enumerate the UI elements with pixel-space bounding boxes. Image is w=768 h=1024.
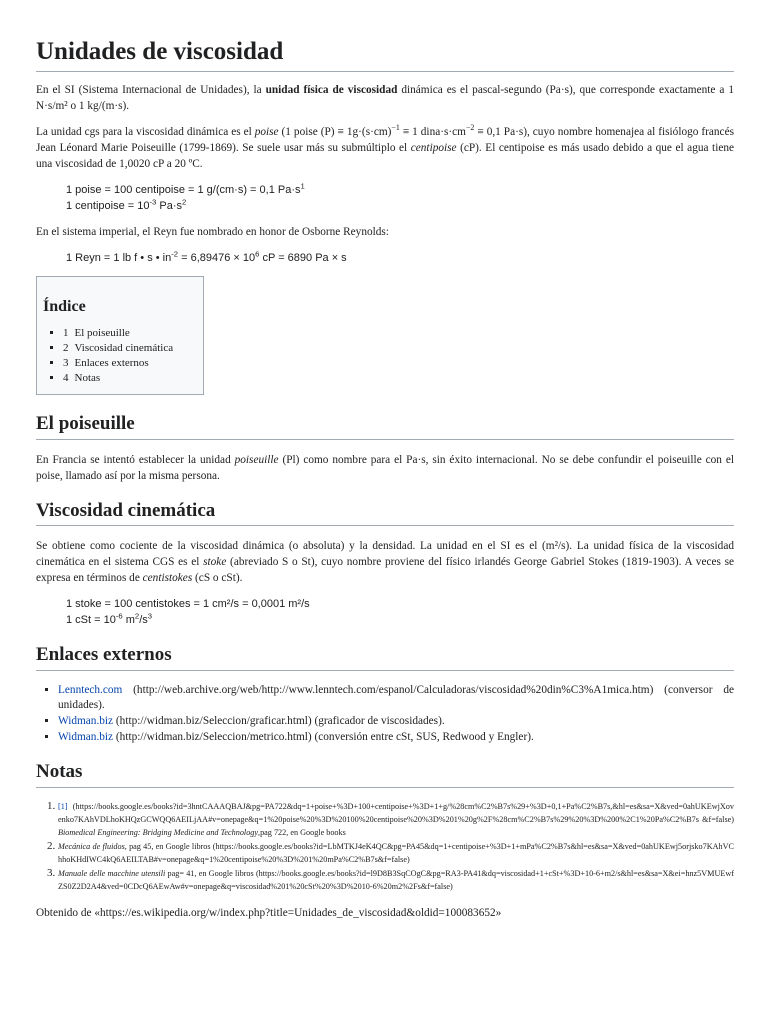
retrieved-from-footer: Obtenido de «https://es.wikipedia.org/w/index.php?title=Unidades_de_viscosidad&oldid=100083652» xyxy=(36,906,502,919)
formula-stoke: 1 stoke = 100 centistokes = 1 cm²/s = 0,0001 m²/s xyxy=(66,598,310,611)
lenntech-link[interactable]: Lenntech.com xyxy=(58,684,123,697)
external-links-list xyxy=(36,683,734,745)
page-title: Unidades de viscosidad xyxy=(36,38,734,72)
list-item: ▪ Lenntech.com (http://web.archive.org/web/http://www.lenntech.com/espanol/Calculadoras/viscosidad%20din%C3%A1mica.htm) (conversor de unidades). xyxy=(58,683,734,713)
unidad-fisica-link[interactable]: unidad física de viscosidad xyxy=(265,83,398,96)
widman-metrico-link[interactable]: Widman.biz xyxy=(58,731,114,744)
poise-formulas xyxy=(66,182,734,214)
toc-list xyxy=(43,326,203,386)
formula-poise: 1 poise = 100 centipoise = 1 g/(cm·s) = 0,1 $Pa\cdot s^1$ xyxy=(66,181,305,196)
reyn-formula: 1 Reyn = 1 lb f • s • $in^{-2} = 6,89476 \times 10^6$ cP = 6890 Pa × s xyxy=(66,249,347,264)
toc-item-enlaces[interactable]: ▪ 3 Enlaces externos xyxy=(63,356,203,371)
toc-item-poiseuille[interactable]: ▪ 1 El poiseuille xyxy=(63,326,203,341)
stoke-formulas xyxy=(66,596,734,628)
poiseuille-paragraph: En Francia se intentó establecer la unidad poiseuille (Pl) como nombre para el Pa·s, sin éxito internacional. No se debe confundir el poiseuille con el poise, llamado así por la misma persona. xyxy=(36,453,734,482)
note-1-ref-link[interactable]: [1] xyxy=(58,801,68,811)
heading-poiseuille: El poiseuille xyxy=(36,413,734,440)
heading-enlaces: Enlaces externos xyxy=(36,644,734,671)
imperial-paragraph: En el sistema imperial, el Reyn fue nombrado en honor de Osborne Reynolds: xyxy=(36,225,389,238)
intro-paragraph-1: En el SI (Sistema Internacional de Unidades), la unidad física de viscosidad dinámica es el pascal-segundo (Pa·s), que corresponde exactamente a 1 N·s/m² o 1 kg/(m·s). xyxy=(36,83,734,112)
notes-list xyxy=(36,800,734,893)
toc-item-notas[interactable]: ▪ 4 Notas xyxy=(63,371,203,386)
table-of-contents xyxy=(36,276,204,395)
toc-title: Índice xyxy=(43,297,86,315)
formula-cst: 1 cSt = $10^{-6}$ $m^2/s^3$ xyxy=(66,611,153,627)
list-item: 1. [1] (https://books.google.es/books?id=3hntCAAAQBAJ&pg=PA722&dq=1+poise+%3D+100+centipoise+%3D+1+g/%28cm%C2%B7s%29+%3D+0,1+Pa%C2%B7s,&hl=es&sa=X&ved=0ahUKEwjXovenko7KAhVDLhoKHQzGCWQQ6AEILjAA#v=onepage&q=1%20poise%20%3D%20100%20centipoise%20%3D%201%20g%2F%28cm%C2%B7s%29%20%3D%200%2C1%20Pa%C2%B7s &f=false) Biomedical Engineering: Bridging Medicine and Technology,pag 722, en Google books xyxy=(58,800,734,839)
formula-centipoise: 1 centipoise = $10^{-3}$ $Pa\cdot s^2$ xyxy=(66,197,187,212)
list-item: 3. Manuale delle macchine utensili pag= 41, en Google libros (https://books.google.es/books?id=l9D8B3SqCOgC&pg=RA3-PA41&dq=viscosidad+1+cSt+%3D+10-6+m2/s&hl=es&sa=X&ei=hnz5VMUEwfZS0Z2D2A4&ved=0CDcQ6AEwAw#v=onepage&q=viscosidad%201%20cSt%20%3D%2010-6%20m2%2Fs&f=false) xyxy=(58,867,734,893)
heading-notas: Notas xyxy=(36,761,734,788)
list-item: 2. Mecánica de fluidos, pag 45, en Google libros (https://books.google.es/books?id=LbMTKJ4eK4QC&pg=PA45&dq=1+centipoise+%3D+1+mPa%C2%B7s&hl=es&sa=X&ved=0ahUKEwj5orjsko7KAhVChhoKHdIWC4kQ6AEILTAB#v=onepage&q=1%20centipoise%20%3D%201%20mPa%C2%B7s&f=false) xyxy=(58,840,734,866)
cinematica-paragraph: Se obtiene como cociente de la viscosidad dinámica (o absoluta) y la densidad. La unidad en el SI es el (m²/s). La unidad física de la viscosidad cinemática en el sistema CGS es el stoke (abreviado S o St), cuyo nombre proviene del físico irlandés George Gabriel Stokes (1819-1903). A veces se expresa en términos de centistokes (cS o cSt). xyxy=(36,540,735,585)
widman-graficar-link[interactable]: Widman.biz xyxy=(58,715,114,728)
list-item: ▪ Widman.biz (http://widman.biz/Seleccion/graficar.html) (graficador de viscosidades). xyxy=(58,714,734,729)
heading-cinematica: Viscosidad cinemática xyxy=(36,500,734,527)
intro-paragraph-2: La unidad cgs para la viscosidad dinámica es el poise (1 poise $(P) \equiv 1g\cdot(s\cdot cm)^{-1} \equiv 1$ $dina\cdot s\cdot cm^{-2} \equiv 0,1$ Pa·s), cuyo nombre homenajea al fisiólogo francés Jean Léonard Marie Poiseuille (1799-1869). Se suele usar más su submúltiplo el centipoise (cP). El centipoise es más usado debido a que el agua tiene una viscosidad de 1,0020 cP a 20 ºC. xyxy=(36,122,735,170)
toc-item-cinematica[interactable]: ▪ 2 Viscosidad cinemática xyxy=(63,341,203,356)
list-item: ▪ Widman.biz (http://widman.biz/Seleccion/metrico.html) (conversión entre cSt, SUS, Redwood y Engler). xyxy=(58,730,734,745)
